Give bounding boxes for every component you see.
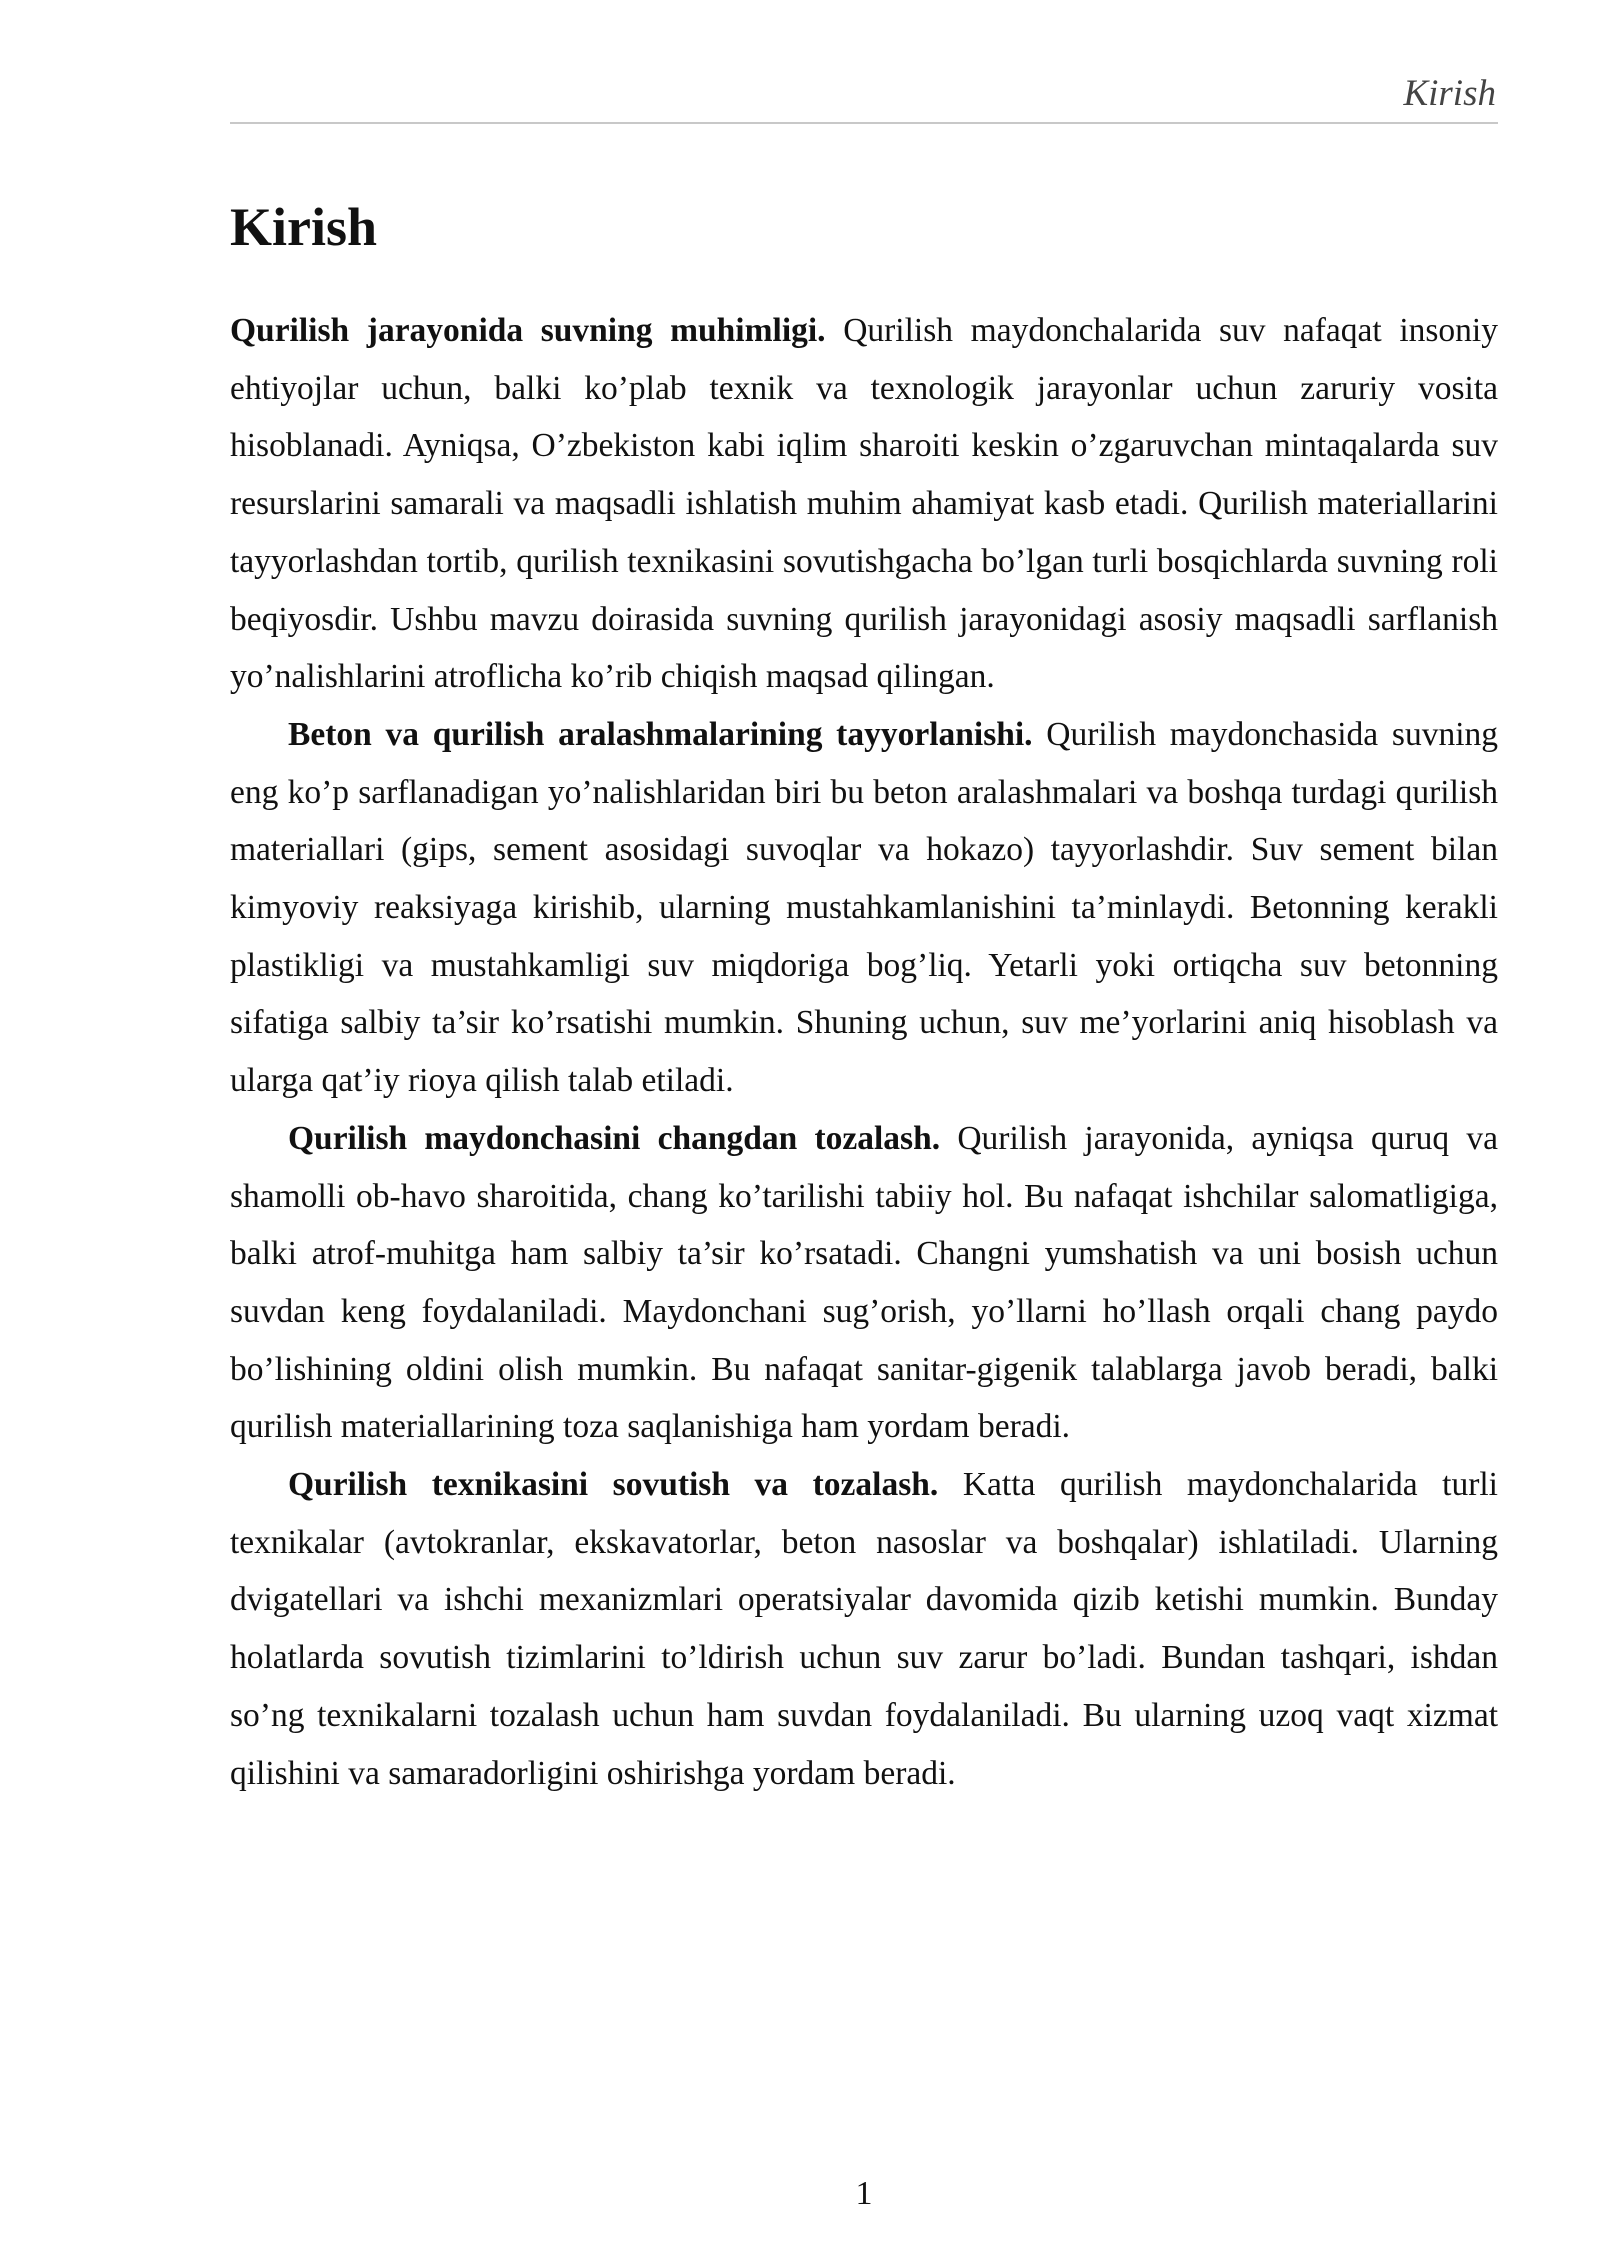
paragraph-concrete-mixes <box>230 706 1498 1110</box>
document-page <box>230 0 1498 2262</box>
running-header <box>230 72 1498 124</box>
page-number: 1 <box>855 2175 873 2212</box>
paragraph-heading: Qurilish jarayonida suvning muhimligi. <box>230 312 826 349</box>
paragraph-heading: Qurilish texnikasini sovutish va tozalash. <box>288 1466 939 1504</box>
paragraph-heading: Beton va qurilish aralashmalarining tayyorlanishi. <box>288 715 1033 753</box>
paragraph-text: Qurilish maydonchasida suvning eng ko’p sarflanadigan yo’nalishlaridan biri bu beton aralashmalari va boshqa turdagi qurilish materiallari (gips, sement asosidagi suvoqlar va hokazo) tayyorlashdir. Suv sement bilan kimyoviy reaksiyaga kirishib, ularning mustahkamlanishini ta’minlaydi. Betonning kerakli plastikligi va mustahkamligi suv miqdoriga bog’liq. Yetarli yoki ortiqcha suv betonning sifatiga salbiy ta’sir ko’rsatishi mumkin. Shuning uchun, suv me’yorlarini aniq hisoblash va ularga qat’iy rioya qilish talab etiladi. <box>230 715 1498 1100</box>
paragraph-text: Qurilish jarayonida, ayniqsa quruq va shamolli ob-havo sharoitida, chang ko’tarilishi tabiiy hol. Bu nafaqat ishchilar salomatligiga, balki atrof-muhitga ham salbiy ta’sir ko’rsatadi. Changni yumshatish va uni bosish uchun suvdan keng foydalaniladi. Maydonchani sug’orish, yo’llarni ho’llash orqali chang paydo bo’lishining oldini olish mumkin. Bu nafaqat sanitar-gigenik talablarga javob beradi, balki qurilish materiallarining toza saqlanishiga ham yordam beradi. <box>230 1119 1498 1446</box>
paragraph-water-importance <box>230 302 1498 706</box>
paragraph-equipment-cooling <box>230 1456 1498 1802</box>
chapter-title: Kirish <box>230 197 378 257</box>
paragraph-text: Katta qurilish maydonchalarida turli texnikalar (avtokranlar, ekskavatorlar, beton nasoslar va boshqalar) ishlatiladi. Ularning dvigatellari va ishchi mexanizmlari operatsiyalar davomida qizib ketishi mumkin. Bunday holatlarda sovutish tizimlarini to’ldirish uchun suv zarur bo’ladi. Bundan tashqari, ishdan so’ng texnikalarni tozalash uchun ham suvdan foydalaniladi. Bu ularning uzoq vaqt xizmat qilishini va samaradorligini oshirishga yordam beradi. <box>230 1466 1498 1792</box>
paragraph-heading: Qurilish maydonchasini changdan tozalash. <box>288 1119 941 1157</box>
running-header-title: Kirish <box>1403 73 1496 114</box>
body-text <box>230 302 1498 1802</box>
paragraph-dust-control <box>230 1110 1498 1456</box>
paragraph-text: Qurilish maydonchalarida suv nafaqat insoniy ehtiyojlar uchun, balki ko’plab texnik va texnologik jarayonlar uchun zaruriy vosita hisoblanadi. Ayniqsa, O’zbekiston kabi iqlim sharoiti keskin o’zgaruvchan mintaqalarda suv resurslarini samarali va maqsadli ishlatish muhim ahamiyat kasb etadi. Qurilish materiallarini tayyorlashdan tortib, qurilish texnikasini sovutishgacha bo’lgan turli bosqichlarda suvning roli beqiyosdir. Ushbu mavzu doirasida suvning qurilish jarayonidagi asosiy maqsadli sarflanish yo’nalishlarini atroflicha ko’rib chiqish maqsad qilingan. <box>230 312 1498 696</box>
